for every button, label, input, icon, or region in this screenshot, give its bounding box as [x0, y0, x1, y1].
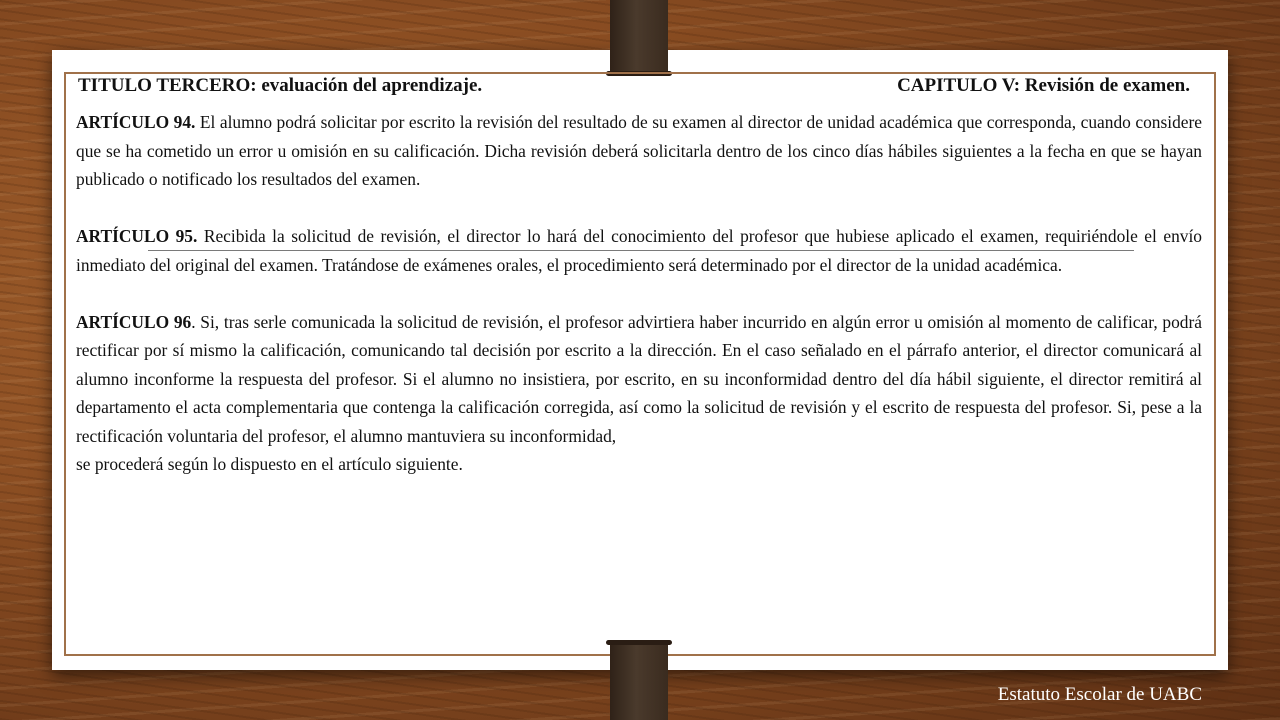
capitulo-title: CAPITULO V: Revisión de examen. — [897, 75, 1190, 96]
bottom-strap — [610, 640, 668, 720]
top-strap — [610, 0, 668, 74]
title-tercero: TITULO TERCERO: evaluación del aprendizaje. — [78, 75, 483, 96]
article-95 — [76, 222, 1202, 279]
article-95-label: ARTÍCULO 95. — [76, 226, 198, 246]
slide-card — [52, 50, 1228, 670]
footer-caption: Estatuto Escolar de UABC — [997, 684, 1202, 705]
article-94-text: El alumno podrá solicitar por escrito la revisión del resultado de su examen al director de unidad académica que corresponda, cuando considere que se ha cometido un error u omisión en su calificación. Dicha revisión deberá solicitarla dentro de los cinco días hábiles siguientes a la fecha en que se hayan publicado o notificado los resultados del examen. — [76, 112, 1202, 189]
article-96-last-line: se procederá según lo dispuesto en el artículo siguiente. — [76, 454, 463, 474]
slide-header — [78, 75, 1208, 101]
article-95-text: Recibida la solicitud de revisión, el director lo hará del conocimiento del profesor que hubiese aplicado el examen, requiriéndole el envío inmediato del original del examen. Tratándose de exámenes orales, el procedimiento será determinado por el director de la unidad académica. — [76, 226, 1202, 275]
article-94 — [76, 108, 1202, 194]
article-96 — [76, 308, 1202, 451]
article-96-text: . Si, tras serle comunicada la solicitud de revisión, el profesor advirtiera haber incurrido en algún error u omisión al momento de calificar, podrá rectificar por sí mismo la calificación, comunicando tal decisión por escrito a la dirección. En el caso señalado en el párrafo anterior, el director comunicará al alumno inconforme la respuesta del profesor. Si el alumno no insistiera, por escrito, en su inconformidad dentro del día hábil siguiente, el director remitirá al departamento el acta complementaria que contenga la calificación corregida, así como la solicitud de revisión y el escrito de respuesta del profesor. Si, pese a la rectificación voluntaria del profesor, el alumno mantuviera su inconformidad, — [76, 311, 1202, 446]
article-94-label: ARTÍCULO 94. — [76, 112, 196, 132]
article-96-label: ARTÍCULO 96 — [76, 311, 192, 332]
articles-body — [76, 108, 1202, 479]
